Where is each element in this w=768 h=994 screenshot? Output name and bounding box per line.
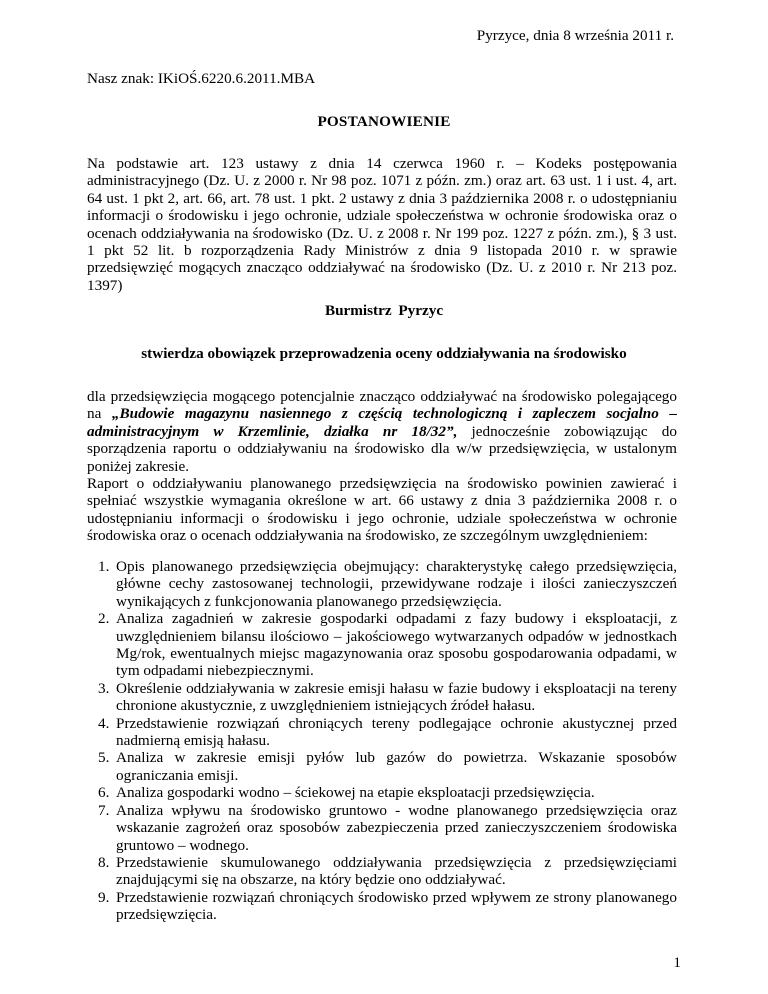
decision-statement: stwierdza obowiązek przeprowadzenia oceny oddziaływania na środowisko (141, 345, 627, 362)
list-item (87, 889, 677, 924)
list-item-number: 8. (98, 853, 110, 871)
page-number: 1 (673, 954, 681, 971)
list-item (87, 802, 677, 854)
list-item-text: Analiza gospodarki wodno – ściekowej na etapie eksploatacji przedsięwzięcia. (116, 784, 595, 802)
place-and-date: Pyrzyce, dnia 8 września 2011 r. (476, 27, 674, 44)
list-item-text: Przedstawienie rozwiązań chroniących środowisko przed wpływem ze strony planowanego przedsięwzięcia. (116, 888, 677, 924)
list-item-number: 5. (98, 749, 110, 767)
list-item (87, 610, 677, 680)
document-title: POSTANOWIENIE (317, 113, 451, 130)
list-item (87, 784, 677, 801)
requirements-list (87, 558, 677, 924)
list-item-number: 3. (98, 679, 110, 697)
decision-intro: dla przedsięwzięcia mogącego potencjalnie znacząco oddziaływać na środowisko polegającego na (87, 388, 677, 423)
list-item-text: Opis planowanego przedsięwzięcia obejmujący: charakterystykę całego przedsięwzięcia, główne cechy zastosowanej technologii, przewidywane rodzaje i ilości zanieczyszczeń wynikających z funkcjonowania planowanego przedsięwzięcia. (116, 558, 677, 610)
list-item (87, 680, 677, 715)
list-item-number: 1. (98, 558, 110, 575)
report-intro-paragraph: Raport o oddziaływaniu planowanego przedsięwzięcia na środowisko powinien zawierać i spełniać wszystkie wymagania określone w art. 66 ustawy z dnia 3 października 2008 r. o udostępnianiu informacji o środowisku i jego ochronie, udziale społeczeństwa w ochronie środowiska oraz o ocenach oddziaływania na środowisko, ze szczególnym uwzględnieniem: (87, 475, 677, 545)
list-item (87, 715, 677, 750)
legal-basis-paragraph: Na podstawie art. 123 ustawy z dnia 14 czerwca 1960 r. – Kodeks postępowania administracyjnego (Dz. U. z 2000 r. Nr 98 poz. 1071 z późn. zm.) oraz art. 63 ust. 1 i ust. 4, art. 64 ust. 1 pkt 2, art. 66, art. 78 ust. 1 pkt. 2 ustawy z dnia 3 października 2008 r. o udostępnianiu informacji o środowisku i jego ochronie, udziale społeczeństwa w ochronie środowiska oraz o ocenach oddziaływania na środowisko (Dz. U. z 2008 r. Nr 199 poz. 1227 z późn. zm.), § 3 ust. 1 pkt 52 lit. b rozporządzenia Rady Ministrów z dnia 9 listopada 2010 r. w sprawie przedsięwzięć mogących znacząco oddziaływać na środowisko (Dz. U. z 2010 r. Nr 213 poz. 1397) (87, 155, 677, 294)
list-item-text: Określenie oddziaływania w zakresie emisji hałasu w fazie budowy i eksploatacji na tereny chronione akustycznie, z uwzględnieniem istniejących źródeł hałasu. (116, 679, 677, 715)
list-item-number: 9. (98, 888, 110, 906)
list-item-number: 4. (98, 714, 110, 732)
issuing-authority: Burmistrz Pyrzyc (324, 302, 444, 319)
list-item (87, 854, 677, 889)
list-item-text: Analiza wpływu na środowisko gruntowo - wodne planowanego przedsięwzięcia oraz wskazanie zagrożeń oraz sposobów zabezpieczenia przed zanieczyszczeniem środowiska gruntowo – wodnego. (116, 801, 677, 854)
reference-number: Nasz znak: IKiOŚ.6220.6.2011.MBA (87, 70, 316, 87)
list-item-number: 2. (98, 610, 110, 628)
list-item-number: 7. (98, 801, 110, 819)
list-item-number: 6. (98, 784, 110, 802)
decision-paragraph (87, 388, 677, 475)
list-item-text: Przedstawienie rozwiązań chroniących tereny podlegające ochronie akustycznej przed nadmierną emisją hałasu. (116, 714, 677, 750)
list-item-text: Analiza w zakresie emisji pyłów lub gazów do powietrza. Wskazanie sposobów ograniczania emisji. (116, 749, 677, 784)
project-name: „Budowie magazynu nasiennego z częścią technologiczną i zapleczem socjalno – administracyjnym w Krzemlinie, działka nr 18/32”, (87, 405, 677, 440)
decision-outro: jednocześnie zobowiązując do sporządzenia raportu o oddziaływaniu na środowisko dla w/w przedsięwzięcia, w ustalonym poniżej zakresie. (87, 422, 677, 475)
list-item-text: Przedstawienie skumulowanego oddziaływania przedsięwzięcia z przedsięwzięciami znajdującymi się na obszarze, na który będzie ono oddziaływać. (116, 853, 677, 889)
list-item-text: Analiza zagadnień w zakresie gospodarki odpadami z fazy budowy i eksploatacji, z uwzględnieniem bilansu ilościowo – jakościowego wytwarzanych odpadów w jednostkach Mg/rok, ewentualnych miejsc magazynowania oraz sposobu gospodarowania odpadami, w tym odpadami niebezpiecznymi. (116, 610, 677, 680)
list-item (87, 749, 677, 784)
list-item (87, 558, 677, 610)
